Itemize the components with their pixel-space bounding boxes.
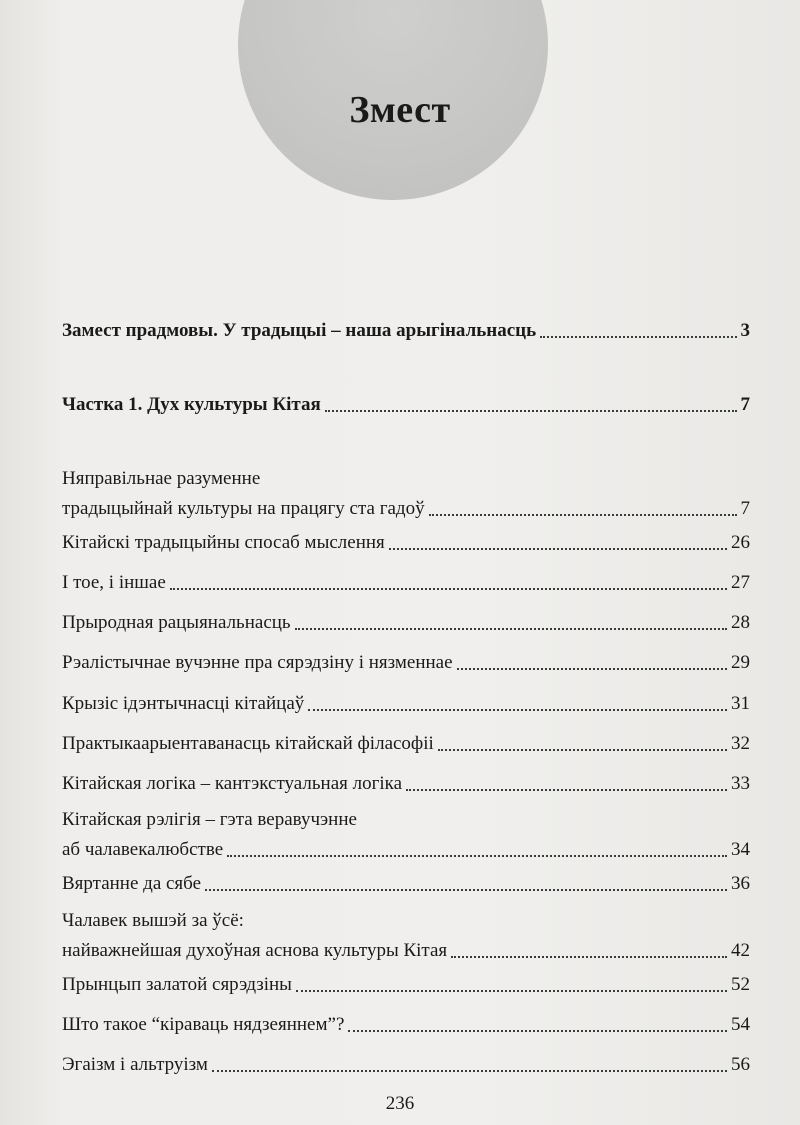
toc-entry-label: аб чалавекалюбстве bbox=[62, 839, 224, 860]
toc-leader-dots bbox=[296, 990, 727, 992]
toc-entry[interactable] bbox=[62, 771, 750, 797]
toc-leader-dots bbox=[451, 956, 727, 958]
toc-entry-label: Прыродная рацыянальнасць bbox=[62, 612, 291, 633]
toc-entry[interactable] bbox=[62, 466, 750, 522]
toc-leader-dots bbox=[295, 628, 727, 630]
toc-entry-label-line1: Няправільнае разуменне bbox=[62, 468, 261, 489]
toc-entry[interactable] bbox=[62, 1012, 750, 1038]
toc-entry-page: 27 bbox=[731, 572, 750, 593]
toc-entry[interactable] bbox=[62, 908, 750, 964]
toc-entry[interactable] bbox=[62, 650, 750, 676]
toc-entry-page: 31 bbox=[731, 693, 750, 714]
toc-entry-label: Кітайская логіка – кантэкстуальная логіка bbox=[62, 773, 403, 794]
toc-leader-dots bbox=[227, 855, 727, 857]
toc-entry[interactable] bbox=[62, 392, 750, 418]
toc-entry[interactable] bbox=[62, 807, 750, 863]
toc-entry-label: Практыкаарыентаванасць кітайскай філасофіі bbox=[62, 733, 434, 754]
toc-entry[interactable] bbox=[62, 530, 750, 556]
toc-leader-dots bbox=[429, 514, 737, 516]
toc-leader-dots bbox=[438, 749, 727, 751]
toc-leader-dots bbox=[457, 668, 727, 670]
toc-leader-dots bbox=[308, 709, 727, 711]
toc-entry-label: Вяртанне да сябе bbox=[62, 873, 202, 894]
toc-entry-label: найважнейшая духоўная аснова культуры Кітая bbox=[62, 940, 448, 961]
toc-entry[interactable] bbox=[62, 731, 750, 757]
toc-leader-dots bbox=[540, 336, 736, 338]
toc-entry-page: 36 bbox=[731, 873, 750, 894]
toc-entry-page: 56 bbox=[731, 1054, 750, 1075]
toc-entry-page: 28 bbox=[731, 612, 750, 633]
toc-leader-dots bbox=[348, 1030, 727, 1032]
toc-entry-label: Крызіс ідэнтычнасці кітайцаў bbox=[62, 693, 305, 714]
toc-entry[interactable] bbox=[62, 871, 750, 897]
toc-entry-page: 33 bbox=[731, 773, 750, 794]
toc-entry-label: Частка 1. Дух культуры Кітая bbox=[62, 394, 321, 415]
toc-leader-dots bbox=[389, 548, 727, 550]
toc-leader-dots bbox=[205, 889, 727, 891]
toc-entry[interactable] bbox=[62, 691, 750, 717]
toc-entry-label: Прынцып залатой сярэдзіны bbox=[62, 974, 292, 995]
toc-leader-dots bbox=[170, 588, 727, 590]
toc-entry-label-line1: Кітайская рэлігія – гэта веравучэнне bbox=[62, 809, 357, 830]
toc-entry-label: І тое, і іншае bbox=[62, 572, 166, 593]
page-number: 236 bbox=[385, 1093, 415, 1114]
toc-entry[interactable] bbox=[62, 318, 750, 344]
toc-entry-page: 32 bbox=[731, 733, 750, 754]
toc-entry-label: Эгаізм і альтруізм bbox=[62, 1054, 208, 1075]
toc-leader-dots bbox=[406, 789, 727, 791]
toc-entry[interactable] bbox=[62, 1052, 750, 1078]
page-title: Змест bbox=[349, 89, 451, 131]
toc-leader-dots bbox=[212, 1070, 727, 1072]
toc-entry-page: 34 bbox=[731, 839, 750, 860]
toc-entry[interactable] bbox=[62, 610, 750, 636]
toc-entry-label: Рэалістычнае вучэнне пра сярэдзіну і нязменнае bbox=[62, 652, 453, 673]
toc-entry-page: 7 bbox=[740, 394, 750, 415]
toc-entry-label: традыцыйнай культуры на працягу ста гадоў bbox=[62, 498, 425, 519]
toc-entry-page: 29 bbox=[731, 652, 750, 673]
toc-entry-page: 52 bbox=[731, 974, 750, 995]
toc-entry[interactable] bbox=[62, 570, 750, 596]
toc-entry-label: Замест прадмовы. У традыцыі – наша арыгінальнасць bbox=[62, 320, 537, 341]
toc-entry-label-line1: Чалавек вышэй за ўсё: bbox=[62, 910, 244, 931]
toc-entry[interactable] bbox=[62, 972, 750, 998]
toc-entry-page: 3 bbox=[740, 320, 750, 341]
toc-entry-label: Кітайскі традыцыйны спосаб мыслення bbox=[62, 532, 385, 553]
toc-entry-page: 7 bbox=[740, 498, 750, 519]
toc-entry-page: 42 bbox=[731, 940, 750, 961]
toc-entry-label: Што такое “кіраваць нядзеяннем”? bbox=[62, 1014, 345, 1035]
toc-entry-page: 26 bbox=[731, 532, 750, 553]
toc-entry-page: 54 bbox=[731, 1014, 750, 1035]
toc-leader-dots bbox=[325, 410, 737, 412]
